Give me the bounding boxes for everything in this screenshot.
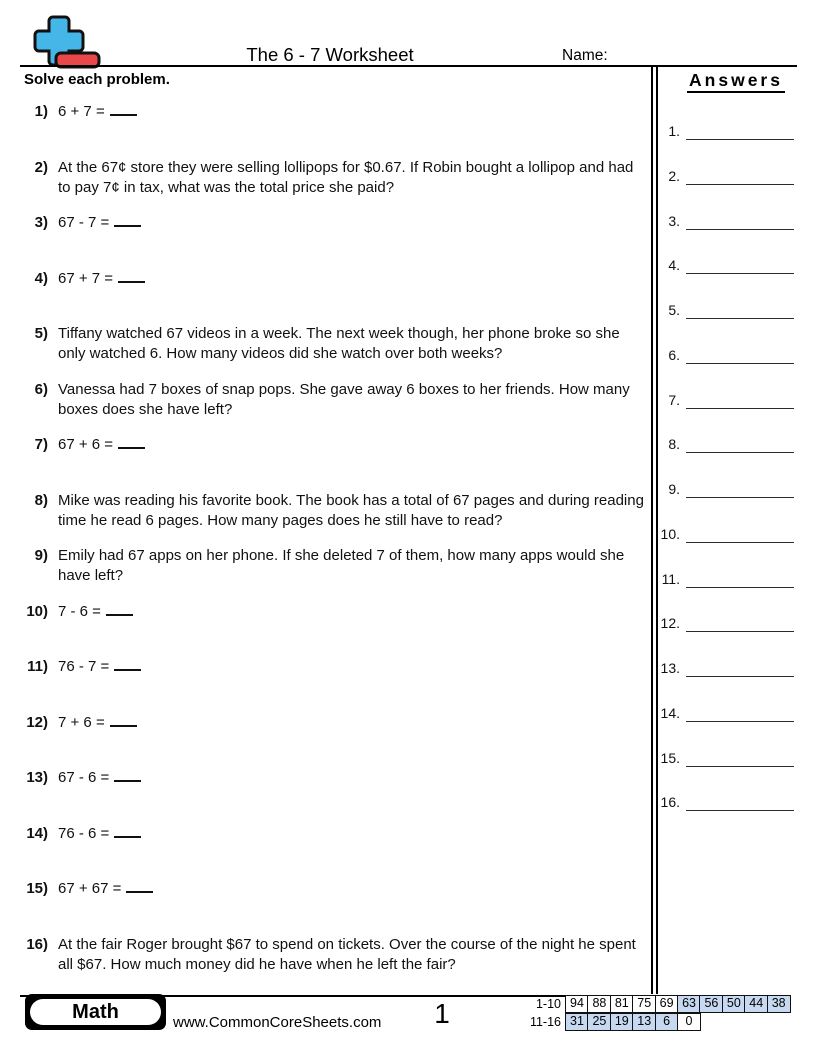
problem-number: 15) xyxy=(26,880,48,897)
answer-line xyxy=(686,614,794,632)
problem-number: 12) xyxy=(26,713,48,731)
problem-number: 6) xyxy=(34,380,48,398)
answer-line xyxy=(686,435,794,453)
problem-row-12 xyxy=(14,713,650,733)
answer-row-3 xyxy=(648,211,794,230)
grade-cell: 6 xyxy=(655,1013,679,1031)
problem-number: 9) xyxy=(34,547,48,564)
problem-number: 5) xyxy=(34,325,48,342)
math-badge-label: Math xyxy=(30,999,161,1025)
answer-number: 14. xyxy=(660,704,680,721)
problem-row-11 xyxy=(14,657,650,677)
problem-number: 7) xyxy=(34,436,48,453)
grade-cell: 63 xyxy=(677,995,701,1013)
answer-number: 2. xyxy=(668,167,680,184)
answer-blank xyxy=(114,669,141,671)
grade-cell: 19 xyxy=(610,1013,634,1031)
problem-text: 7 + 6 = xyxy=(58,713,650,733)
answer-blank xyxy=(114,836,141,838)
problem-text: At the 67¢ store they were selling lollipops for $0.67. If Robin bought a lollipop and had to pay 7¢ in tax, what was the total price she paid? xyxy=(58,158,634,196)
grade-cell: 88 xyxy=(587,995,611,1013)
problem-number: 3) xyxy=(34,214,48,231)
answer-number: 12. xyxy=(660,615,680,632)
problem-row-1 xyxy=(14,102,650,122)
grade-row-label-1: 1-10 xyxy=(535,997,561,1011)
problem-text: 7 - 6 = xyxy=(58,602,650,622)
problem-number: 8) xyxy=(34,491,48,509)
grade-cell: 94 xyxy=(565,995,589,1013)
answer-blank xyxy=(114,225,141,227)
answer-line xyxy=(686,167,794,185)
answer-blank xyxy=(110,725,137,727)
answers-title: Answers xyxy=(660,70,812,91)
grade-cell: 81 xyxy=(610,995,634,1013)
problem-row-8 xyxy=(14,491,650,531)
answer-line xyxy=(686,212,794,230)
answer-row-11 xyxy=(648,569,794,588)
answer-line xyxy=(686,391,794,409)
answer-number: 16. xyxy=(660,794,680,811)
problem-number: 13) xyxy=(26,769,48,786)
answer-line xyxy=(686,301,794,319)
answer-number: 10. xyxy=(660,525,680,542)
problem-text: At the fair Roger brought $67 to spend on tickets. Over the course of the night he spent all $67. How much money did he have when he left the fair? xyxy=(58,935,636,973)
answer-row-1 xyxy=(648,121,794,140)
problem-row-6 xyxy=(14,380,650,420)
answer-row-2 xyxy=(648,166,794,185)
grade-cell: 25 xyxy=(587,1013,611,1031)
answer-line xyxy=(686,749,794,767)
page-number: 1 xyxy=(434,998,450,1029)
problem-text: 67 - 6 = xyxy=(58,768,650,788)
problem-text: Vanessa had 7 boxes of snap pops. She gave away 6 boxes to her friends. How many boxes does she have left? xyxy=(58,380,630,418)
answer-number: 6. xyxy=(668,346,680,363)
answer-row-9 xyxy=(648,479,794,498)
answer-row-14 xyxy=(648,703,794,722)
answer-blank xyxy=(126,891,153,893)
header-divider xyxy=(20,65,797,67)
answer-number: 7. xyxy=(668,391,680,408)
answer-line xyxy=(686,256,794,274)
problem-text: 76 - 6 = xyxy=(58,824,650,844)
problem-number: 2) xyxy=(34,158,48,176)
answer-row-16 xyxy=(648,792,794,811)
answer-line xyxy=(686,793,794,811)
answer-number: 8. xyxy=(668,436,680,453)
problem-row-9 xyxy=(14,546,650,586)
answer-number: 9. xyxy=(668,481,680,497)
answer-blank xyxy=(106,614,133,616)
answer-row-10 xyxy=(648,524,794,543)
problem-text: Emily had 67 apps on her phone. If she deleted 7 of them, how many apps would she have left? xyxy=(58,547,625,584)
answer-row-8 xyxy=(648,434,794,453)
answer-blank xyxy=(114,780,141,782)
answer-number: 3. xyxy=(668,212,680,229)
answer-row-4 xyxy=(648,255,794,274)
problem-row-16 xyxy=(14,935,650,975)
answer-row-5 xyxy=(648,300,794,319)
problem-row-5 xyxy=(14,324,650,364)
problem-number: 11) xyxy=(27,658,48,675)
problem-text: Mike was reading his favorite book. The book has a total of 67 pages and during reading time he read 6 pages. How many pages does he still have to read? xyxy=(58,491,644,529)
website-url: www.CommonCoreSheets.com xyxy=(173,1014,382,1031)
grade-cell: 75 xyxy=(632,995,656,1013)
answer-blank xyxy=(118,281,145,283)
answer-row-13 xyxy=(648,658,794,677)
grade-cell: 44 xyxy=(744,995,768,1013)
answer-blank xyxy=(110,114,137,116)
problem-number: 10) xyxy=(26,602,48,620)
grade-row-label-2: 11-16 xyxy=(529,1015,561,1029)
name-label: Name: xyxy=(562,47,608,64)
answer-row-15 xyxy=(648,748,794,767)
problem-row-4 xyxy=(14,269,650,289)
problem-number: 1) xyxy=(34,103,48,120)
answer-line xyxy=(686,525,794,543)
problem-text: 67 + 67 = xyxy=(58,879,650,899)
problem-row-3 xyxy=(14,213,650,233)
answer-blank xyxy=(118,447,145,449)
answer-line xyxy=(686,570,794,588)
answer-number: 13. xyxy=(660,660,680,676)
problem-number: 14) xyxy=(26,824,48,842)
answer-number: 11. xyxy=(661,570,680,587)
instructions-text: Solve each problem. xyxy=(24,71,170,88)
answer-line xyxy=(686,346,794,364)
problem-text: 67 - 7 = xyxy=(58,213,650,233)
problem-number: 16) xyxy=(26,935,48,953)
answer-number: 5. xyxy=(668,302,680,318)
problem-text: 76 - 7 = xyxy=(58,657,650,677)
answer-line xyxy=(686,659,794,677)
grade-cell: 13 xyxy=(632,1013,656,1031)
page-title: The 6 - 7 Worksheet xyxy=(246,44,414,65)
grade-cell: 69 xyxy=(655,995,679,1013)
problem-text: Tiffany watched 67 videos in a week. The next week though, her phone broke so she only watched 6. How many videos did she watch over both weeks? xyxy=(58,325,620,362)
problem-row-7 xyxy=(14,435,650,455)
grade-row-1 xyxy=(565,995,791,1013)
grade-cell: 31 xyxy=(565,1013,589,1031)
answer-number: 15. xyxy=(660,749,680,766)
answer-line xyxy=(686,704,794,722)
problem-row-2 xyxy=(14,158,650,198)
problem-number: 4) xyxy=(34,269,48,287)
answer-row-7 xyxy=(648,390,794,409)
answer-number: 4. xyxy=(668,257,680,274)
answer-row-6 xyxy=(648,345,794,364)
grade-row-2 xyxy=(565,1013,701,1031)
problem-text: 6 + 7 = xyxy=(58,102,650,122)
problem-row-14 xyxy=(14,824,650,844)
problem-row-10 xyxy=(14,602,650,622)
problem-text: 67 + 6 = xyxy=(58,435,650,455)
answer-line xyxy=(686,122,794,140)
grade-cell: 50 xyxy=(722,995,746,1013)
problem-row-13 xyxy=(14,768,650,788)
problem-row-15 xyxy=(14,879,650,899)
problem-text: 67 + 7 = xyxy=(58,269,650,289)
grade-cell: 56 xyxy=(699,995,723,1013)
grade-cell: 38 xyxy=(767,995,791,1013)
grade-cell: 0 xyxy=(677,1013,701,1031)
math-badge xyxy=(25,994,166,1030)
answer-number: 1. xyxy=(668,123,680,139)
answer-line xyxy=(686,480,794,498)
answer-row-12 xyxy=(648,613,794,632)
